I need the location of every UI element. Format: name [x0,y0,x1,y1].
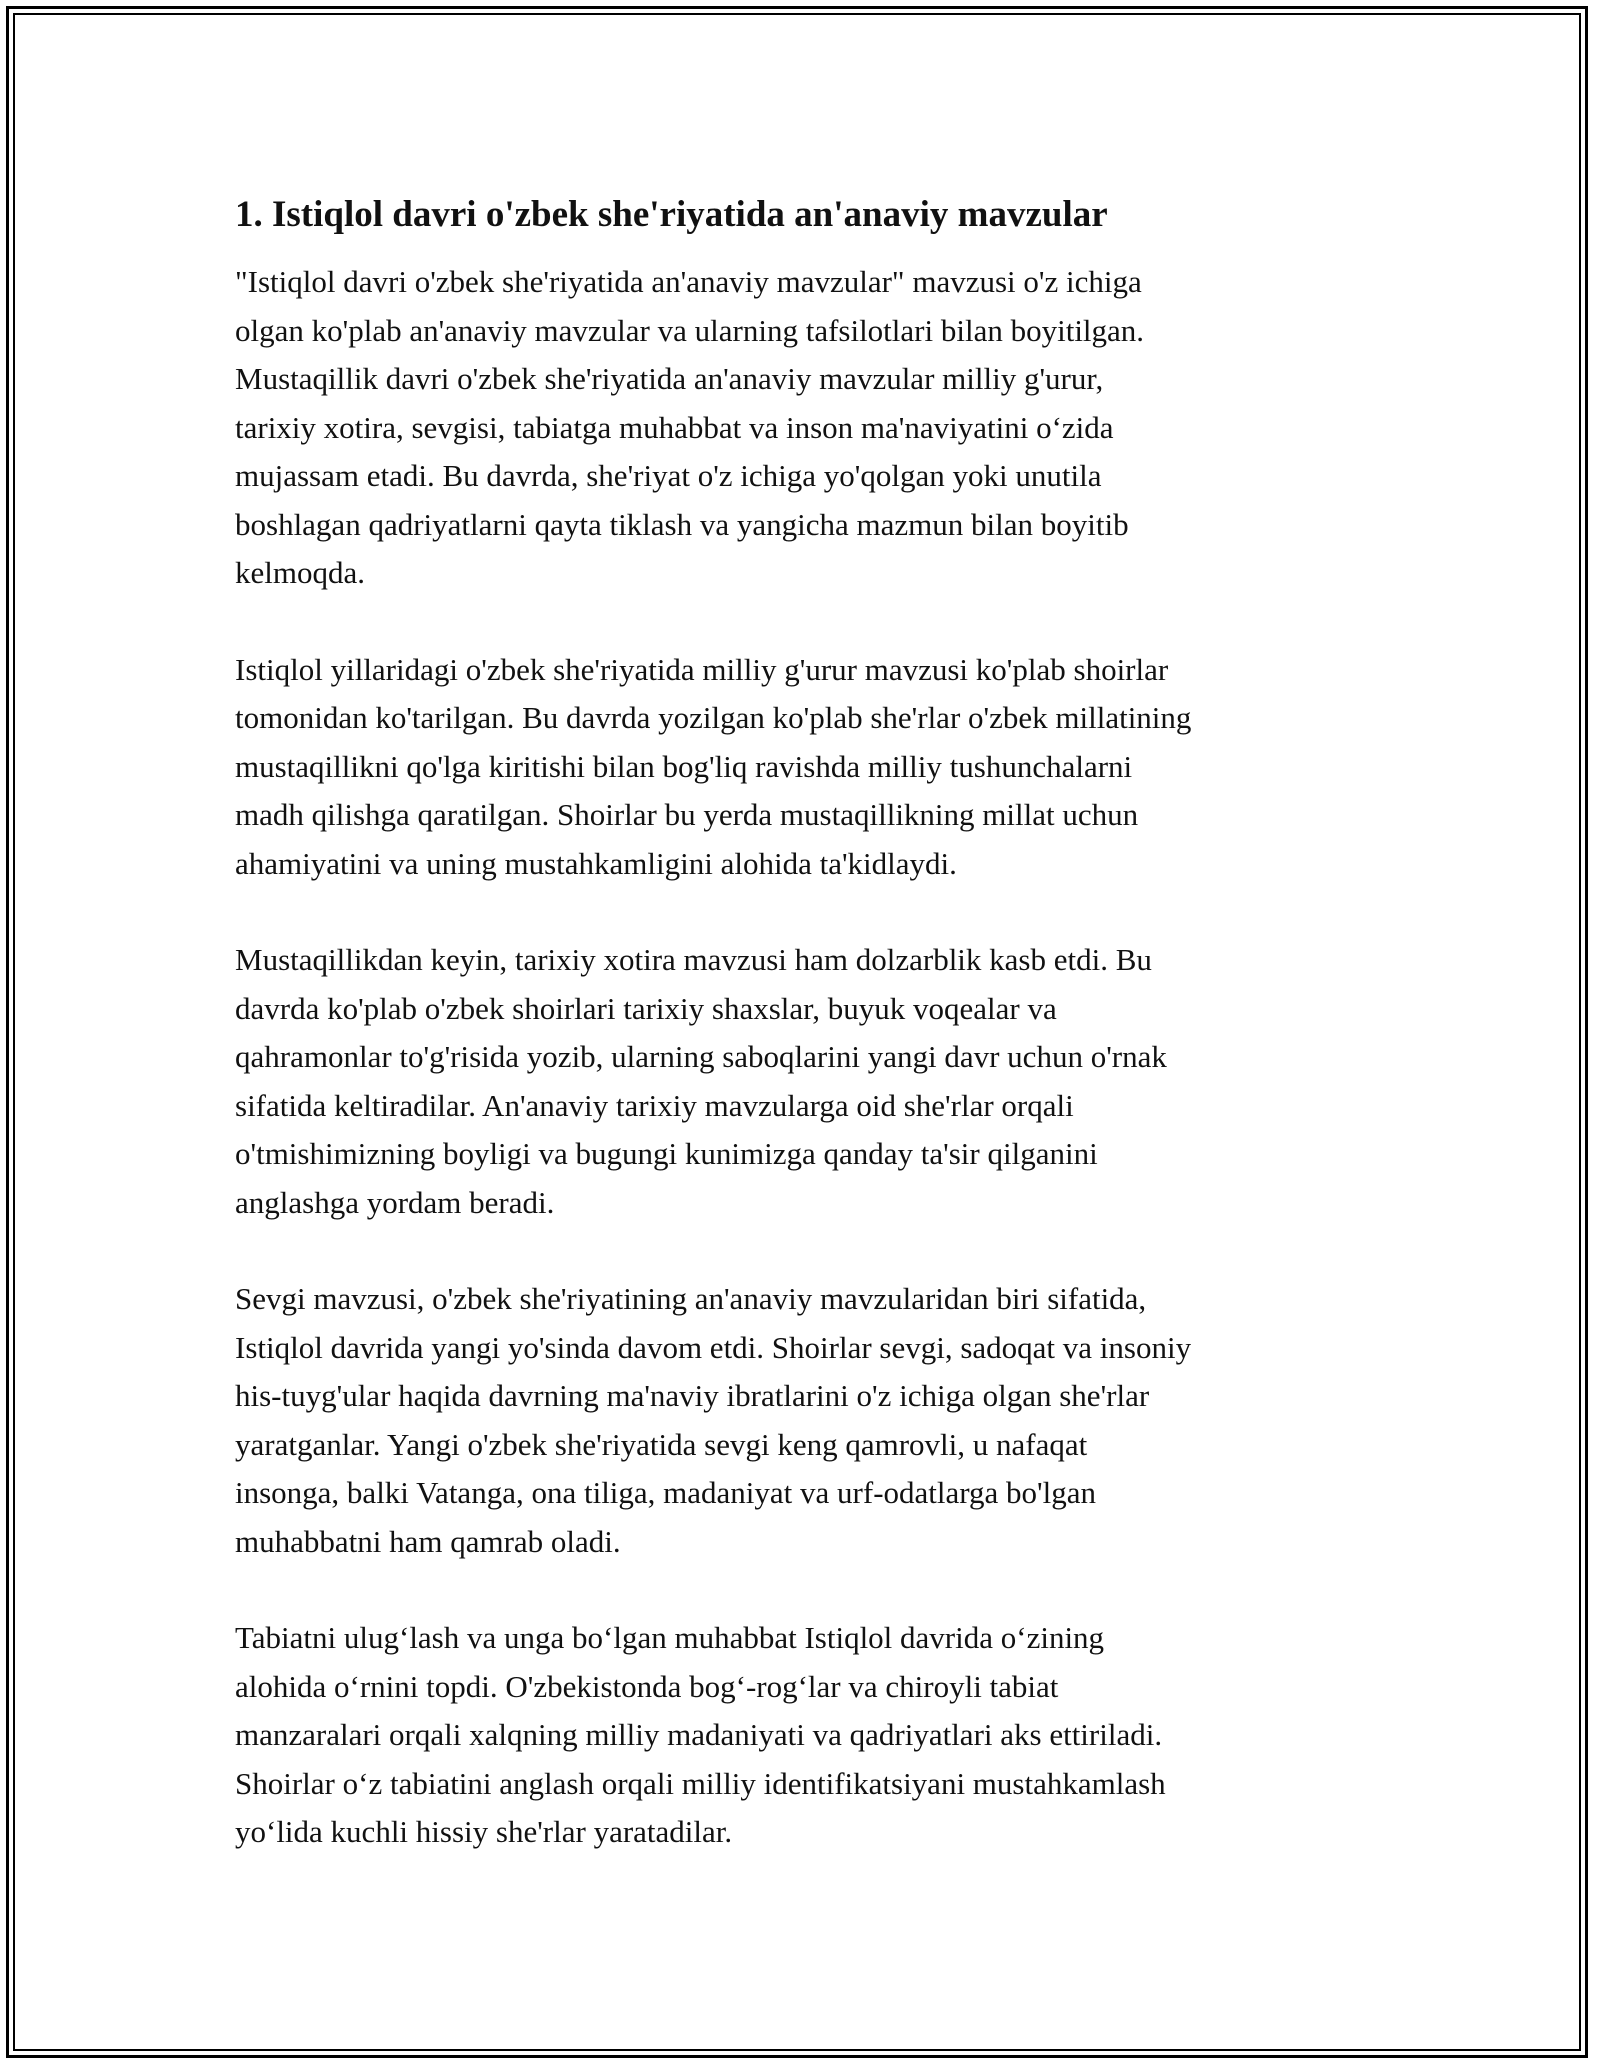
body-paragraph [235,1275,1375,1566]
body-paragraph [235,936,1375,1227]
paragraph-line: anglashga yordam beradi. [235,1184,555,1220]
paragraph-line: yaratganlar. Yangi o'zbek she'riyatida sevgi keng qamrovli, u nafaqat [235,1426,1088,1462]
paragraph-line: davrda ko'plab o'zbek shoirlari tarixiy shaxslar, buyuk voqealar va [235,990,1057,1026]
body-paragraph [235,646,1375,889]
body-paragraph [235,1614,1375,1857]
paragraph-line: tarixiy xotira, sevgisi, tabiatga muhabbat va inson ma'naviyatini o‘zida [235,409,1114,445]
section-title: 1. Istiqlol davri o'zbek she'riyatida an'anaviy mavzular [235,194,1108,235]
paragraph-line: sifatida keltiradilar. An'anaviy tarixiy mavzularga oid she'rlar orqali [235,1087,1074,1123]
paragraph-line: kelmoqda. [235,555,365,590]
paragraph-line: insonga, balki Vatanga, ona tiliga, madaniyat va urf-odatlarga bo'lgan [235,1475,1096,1510]
paragraph-line: mujassam etadi. Bu davrda, she'riyat o'z ichiga yo'qolgan yoki unutila [235,458,1102,493]
paragraph-line: Istiqlol yillaridagi o'zbek she'riyatida milliy g'urur mavzusi ko'plab shoirlar [235,651,1169,687]
paragraph-line: "Istiqlol davri o'zbek she'riyatida an'anaviy mavzular" mavzusi o'z ichiga [235,264,1142,299]
paragraph-line: alohida o‘rnini topdi. O'zbekistonda bog‘-rog‘lar va chiroyli tabiat [235,1668,1059,1704]
paragraph-line: Istiqlol davrida yangi yo'sinda davom etdi. Shoirlar sevgi, sadoqat va insoniy [235,1329,1192,1365]
body-paragraph [235,258,1375,598]
paragraph-line: his-tuyg'ular haqida davrning ma'naviy ibratlarini o'z ichiga olgan she'rlar [235,1378,1150,1413]
paragraph-line: o'tmishimizning boyligi va bugungi kunimizga qanday ta'sir qilganini [235,1136,1098,1171]
paragraph-line: Mustaqillik davri o'zbek she'riyatida an'anaviy mavzular milliy g'urur, [235,361,1104,396]
paragraph-line: Tabiatni ulug‘lash va unga bo‘lgan muhabbat Istiqlol davrida o‘zining [235,1620,1105,1655]
paragraph-line: manzaralari orqali xalqning milliy madaniyati va qadriyatlari aks ettiriladi. [235,1717,1163,1752]
paragraph-line: tomonidan ko'tarilgan. Bu davrda yozilgan ko'plab she'rlar o'zbek millatining [235,700,1192,735]
paragraph-line: madh qilishga qaratilgan. Shoirlar bu yerda mustaqillikning millat uchun [235,797,1139,832]
paragraph-line: mustaqillikni qo'lga kiritishi bilan bog'liq ravishda milliy tushunchalarni [235,748,1133,784]
paragraph-line: olgan ko'plab an'anaviy mavzular va ularning tafsilotlari bilan boyitilgan. [235,312,1145,348]
paragraph-line: muhabbatni ham qamrab oladi. [235,1523,621,1559]
paragraph-line: Mustaqillikdan keyin, tarixiy xotira mavzusi ham dolzarblik kasb etdi. Bu [235,942,1152,977]
paragraph-line: qahramonlar to'g'risida yozib, ularning saboqlarini yangi davr uchun o'rnak [235,1039,1167,1074]
paragraph-line: Shoirlar o‘z tabiatini anglash orqali milliy identifikatsiyani mustahkamlash [235,1765,1166,1801]
document-body [235,188,1375,1905]
paragraph-line: boshlagan qadriyatlarni qayta tiklash va yangicha mazmun bilan boyitib [235,506,1129,542]
paragraph-line: Sevgi mavzusi, o'zbek she'riyatining an'anaviy mavzularidan biri sifatida, [235,1281,1147,1316]
paragraph-line: yo‘lida kuchli hissiy she'rlar yaratadilar. [235,1814,733,1849]
paragraph-line: ahamiyatini va uning mustahkamligini alohida ta'kidlaydi. [235,845,957,881]
paragraph-list [235,258,1375,1857]
